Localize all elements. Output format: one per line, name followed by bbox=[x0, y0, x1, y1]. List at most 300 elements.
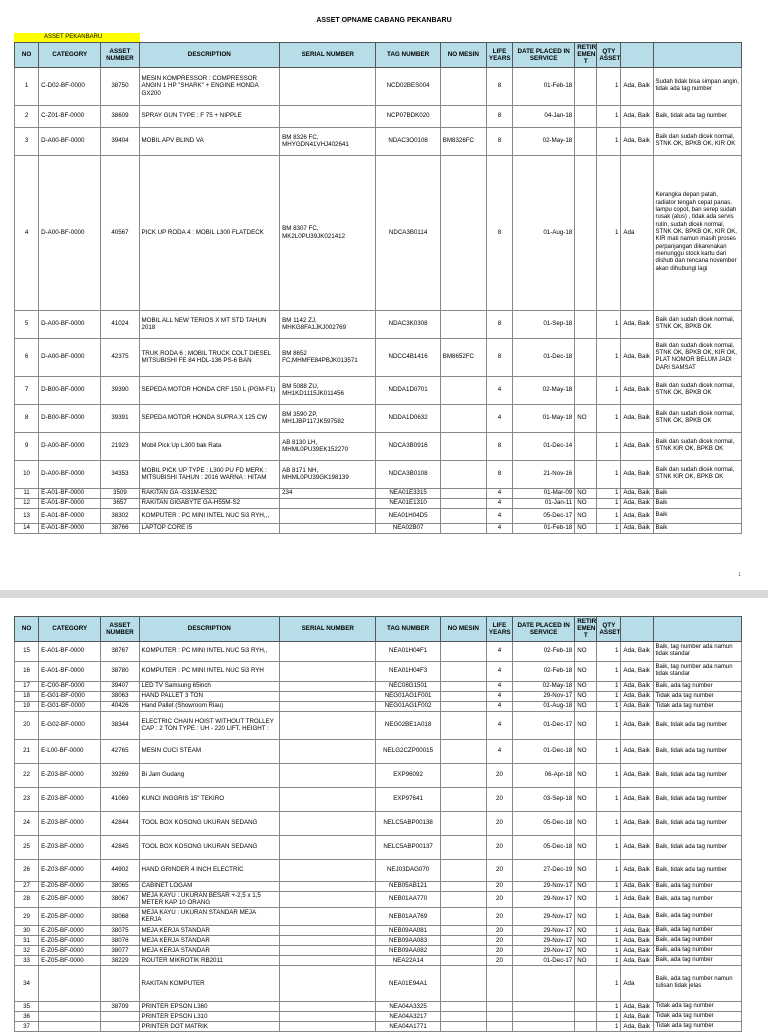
retirement-cell bbox=[575, 338, 597, 376]
no-mesin-cell bbox=[440, 763, 486, 787]
page-number: 1 bbox=[738, 572, 741, 578]
qty-cell: 1 bbox=[597, 1021, 621, 1031]
no-mesin-cell bbox=[440, 641, 486, 661]
life-years-cell: 8 bbox=[486, 338, 512, 376]
no-cell: 21 bbox=[15, 739, 39, 763]
asset-number-cell: 39391 bbox=[101, 404, 139, 432]
asset-number-cell: 42844 bbox=[101, 811, 139, 835]
category-cell: E-Z03-BF-0000 bbox=[39, 835, 101, 859]
retirement-cell: NO bbox=[575, 498, 597, 508]
date-placed-cell: 02-May-18 bbox=[513, 681, 575, 691]
life-years-cell: 20 bbox=[486, 955, 512, 965]
qty-cell: 1 bbox=[597, 681, 621, 691]
no-mesin-cell bbox=[440, 460, 486, 488]
date-placed-cell: 01-Feb-18 bbox=[513, 67, 575, 105]
serial-number-cell: 234 bbox=[280, 488, 376, 498]
category-header: CATEGORY bbox=[39, 617, 101, 642]
qty-cell: 1 bbox=[597, 835, 621, 859]
life-years-cell: 20 bbox=[486, 835, 512, 859]
category-cell: E-A01-BF-0000 bbox=[39, 641, 101, 661]
category-cell: D-A00-BF-0000 bbox=[39, 155, 101, 310]
notes-cell: Baik, tidak ada tag number bbox=[653, 787, 741, 811]
notes-header bbox=[653, 43, 741, 68]
life-years-cell: 4 bbox=[486, 711, 512, 739]
notes-cell: Baik dan sudah dicek normal, STNK KIR OK, BPKB OK bbox=[653, 460, 741, 488]
serial-number-cell bbox=[280, 935, 376, 945]
no-cell: 31 bbox=[15, 935, 39, 945]
description-cell: MOBIL APV BLIND VA bbox=[139, 127, 280, 155]
branch-label: ASSET PEKANBARU bbox=[14, 33, 140, 42]
category-cell: E-C00-BF-0000 bbox=[39, 681, 101, 691]
date-placed-cell: 03-Sep-18 bbox=[513, 787, 575, 811]
serial-number-cell bbox=[280, 523, 376, 533]
status-cell: Ada, Baik bbox=[621, 67, 653, 105]
category-cell: E-Z05-BF-0000 bbox=[39, 881, 101, 891]
qty-cell: 1 bbox=[597, 488, 621, 498]
date-placed-cell: 29-Nov-17 bbox=[513, 891, 575, 907]
serial-number-cell: BM 3590 ZP, MH1JBP117JK597582 bbox=[280, 404, 376, 432]
description-cell: KOMPUTER : PC MINI INTEL NUC 5i3 RYH,,, bbox=[139, 508, 280, 523]
no-cell: 10 bbox=[15, 460, 39, 488]
description-cell: LAPTOP CORE I5 bbox=[139, 523, 280, 533]
serial-number-cell bbox=[280, 1021, 376, 1031]
retirement-cell: NO bbox=[575, 488, 597, 498]
category-cell bbox=[39, 1001, 101, 1011]
qty-asset-header: QTY ASSET bbox=[597, 43, 621, 68]
no-cell: 34 bbox=[15, 965, 39, 1001]
category-cell: D-A00-BF-0000 bbox=[39, 432, 101, 460]
serial-number-header: SERIAL NUMBER bbox=[280, 43, 376, 68]
tag-number-header: TAG NUMBER bbox=[376, 617, 440, 642]
category-header: CATEGORY bbox=[39, 43, 101, 68]
no-mesin-cell bbox=[440, 376, 486, 404]
qty-cell: 1 bbox=[597, 376, 621, 404]
date-placed-header: DATE PLACED IN SERVICE bbox=[513, 617, 575, 642]
serial-number-cell: BM 5088 ZU, MH1KD1115JK011456 bbox=[280, 376, 376, 404]
status-cell: Ada, Baik bbox=[621, 310, 653, 338]
no-cell: 16 bbox=[15, 661, 39, 681]
table-row bbox=[15, 155, 742, 310]
tag-number-cell: NEA02B07 bbox=[376, 523, 440, 533]
serial-number-cell bbox=[280, 691, 376, 701]
qty-cell: 1 bbox=[597, 739, 621, 763]
table-row bbox=[15, 460, 742, 488]
serial-number-cell bbox=[280, 955, 376, 965]
description-cell: Hand Pallet (Showroom Riau) bbox=[139, 701, 280, 711]
status-cell: Ada, Baik bbox=[621, 835, 653, 859]
asset-number-cell: 39269 bbox=[101, 763, 139, 787]
asset-table-2 bbox=[14, 616, 742, 1032]
table-row bbox=[15, 508, 742, 523]
category-cell: E-G01-BF-0000 bbox=[39, 701, 101, 711]
retirement-cell: NO bbox=[575, 763, 597, 787]
notes-cell: Baik bbox=[653, 488, 741, 498]
table-row bbox=[15, 1011, 742, 1021]
description-cell: ROUTER MIKROTIK RB2011 bbox=[139, 955, 280, 965]
status-cell: Ada, Baik bbox=[621, 376, 653, 404]
no-mesin-cell bbox=[440, 661, 486, 681]
date-placed-cell bbox=[513, 1001, 575, 1011]
serial-number-cell bbox=[280, 498, 376, 508]
no-cell: 9 bbox=[15, 432, 39, 460]
no-cell: 1 bbox=[15, 67, 39, 105]
life-years-cell: 4 bbox=[486, 661, 512, 681]
tag-number-cell: NELG2CZP00015 bbox=[376, 739, 440, 763]
retirement-cell: NO bbox=[575, 661, 597, 681]
date-placed-cell bbox=[513, 1011, 575, 1021]
description-cell: RAKITAN GA -G31M-ES2C bbox=[139, 488, 280, 498]
no-mesin-cell bbox=[440, 508, 486, 523]
qty-cell: 1 bbox=[597, 811, 621, 835]
life-years-cell: 20 bbox=[486, 881, 512, 891]
table-row bbox=[15, 701, 742, 711]
status-cell: Ada, Baik bbox=[621, 907, 653, 925]
no-mesin-cell bbox=[440, 955, 486, 965]
asset-table-1 bbox=[14, 42, 742, 534]
description-cell: PICK UP RODA 4 : MOBIL L300 FLATDECK bbox=[139, 155, 280, 310]
asset-number-cell bbox=[101, 1011, 139, 1021]
no-cell: 27 bbox=[15, 881, 39, 891]
no-cell: 5 bbox=[15, 310, 39, 338]
status-cell: Ada, Baik bbox=[621, 1021, 653, 1031]
serial-number-cell bbox=[280, 1001, 376, 1011]
no-mesin-cell bbox=[440, 835, 486, 859]
retirement-cell: NO bbox=[575, 711, 597, 739]
life-years-cell: 20 bbox=[486, 925, 512, 935]
no-mesin-cell bbox=[440, 945, 486, 955]
description-cell: CABINET LOGAM bbox=[139, 881, 280, 891]
serial-number-cell: BM 8652 FC,MHMFE84PBJK013571 bbox=[280, 338, 376, 376]
life-years-cell: 4 bbox=[486, 641, 512, 661]
category-cell: D-B00-BF-0000 bbox=[39, 404, 101, 432]
table-row bbox=[15, 661, 742, 681]
life-years-cell: 4 bbox=[486, 739, 512, 763]
no-mesin-cell bbox=[440, 907, 486, 925]
tag-number-cell: NDAC3O0108 bbox=[376, 127, 440, 155]
serial-number-cell bbox=[280, 1011, 376, 1021]
qty-cell: 1 bbox=[597, 763, 621, 787]
status-cell: Ada, Baik bbox=[621, 523, 653, 533]
qty-cell: 1 bbox=[597, 787, 621, 811]
description-cell: ELECTRIC CHAIN HOIST WITHOUT TROLLEY CAP : 2 TON TYPE : UH - 220 LIFT. HEIGHT : bbox=[139, 711, 280, 739]
no-mesin-cell bbox=[440, 432, 486, 460]
no-cell: 15 bbox=[15, 641, 39, 661]
description-cell: KOMPUTER : PC MINI INTEL NUC 5i3 RYH bbox=[139, 661, 280, 681]
serial-number-cell bbox=[280, 965, 376, 1001]
no-mesin-cell bbox=[440, 488, 486, 498]
status-cell: Ada, Baik bbox=[621, 338, 653, 376]
category-cell: D-A00-BF-0000 bbox=[39, 338, 101, 376]
no-mesin-cell bbox=[440, 935, 486, 945]
category-cell: E-Z03-BF-0000 bbox=[39, 859, 101, 881]
qty-cell: 1 bbox=[597, 523, 621, 533]
status-cell: Ada, Baik bbox=[621, 739, 653, 763]
life-years-cell: 4 bbox=[486, 681, 512, 691]
qty-cell: 1 bbox=[597, 460, 621, 488]
no-mesin-cell bbox=[440, 965, 486, 1001]
notes-cell: Baik dan sudah dicek normal, STNK KIR OK, BPKB OK bbox=[653, 432, 741, 460]
status-cell: Ada, Baik bbox=[621, 1001, 653, 1011]
asset-number-cell: 39404 bbox=[101, 127, 139, 155]
asset-number-cell: 42765 bbox=[101, 739, 139, 763]
life-years-cell: 8 bbox=[486, 460, 512, 488]
category-cell: C-Z01-BF-0000 bbox=[39, 105, 101, 127]
description-cell: TOOL BOX KOSONG UKURAN SEDANG bbox=[139, 835, 280, 859]
retirement-cell: NO bbox=[575, 881, 597, 891]
retirement-cell: NO bbox=[575, 859, 597, 881]
category-cell: E-Z05-BF-0000 bbox=[39, 935, 101, 945]
life-years-cell: 8 bbox=[486, 127, 512, 155]
category-cell: E-Z05-BF-0000 bbox=[39, 925, 101, 935]
status-cell: Ada, Baik bbox=[621, 1011, 653, 1021]
no-mesin-cell bbox=[440, 739, 486, 763]
no-cell: 12 bbox=[15, 498, 39, 508]
table-row bbox=[15, 498, 742, 508]
no-cell: 26 bbox=[15, 859, 39, 881]
table-row bbox=[15, 310, 742, 338]
notes-cell: Baik, tidak ada tag number bbox=[653, 811, 741, 835]
no-mesin-cell bbox=[440, 67, 486, 105]
date-placed-cell bbox=[513, 965, 575, 1001]
no-mesin-cell bbox=[440, 925, 486, 935]
no-mesin-cell bbox=[440, 1001, 486, 1011]
category-cell: E-Z05-BF-0000 bbox=[39, 891, 101, 907]
description-cell: KOMPUTER : PC MINI INTEL NUC 5i3 RYH,, bbox=[139, 641, 280, 661]
no-mesin-cell bbox=[440, 404, 486, 432]
table-row bbox=[15, 881, 742, 891]
life-years-cell bbox=[486, 965, 512, 1001]
retirement-cell bbox=[575, 965, 597, 1001]
qty-cell: 1 bbox=[597, 1011, 621, 1021]
asset-number-cell: 38077 bbox=[101, 945, 139, 955]
date-placed-cell: 06-Apr-18 bbox=[513, 763, 575, 787]
table-row bbox=[15, 711, 742, 739]
date-placed-cell: 01-Mar-09 bbox=[513, 488, 575, 498]
asset-number-cell: 39407 bbox=[101, 681, 139, 691]
retirement-cell bbox=[575, 1021, 597, 1031]
life-years-cell: 20 bbox=[486, 907, 512, 925]
no-cell: 19 bbox=[15, 701, 39, 711]
status-cell: Ada, Baik bbox=[621, 787, 653, 811]
table-row bbox=[15, 955, 742, 965]
date-placed-cell: 29-Nov-17 bbox=[513, 935, 575, 945]
life-years-cell: 8 bbox=[486, 105, 512, 127]
retirement-cell: NO bbox=[575, 925, 597, 935]
qty-cell: 1 bbox=[597, 891, 621, 907]
table-row bbox=[15, 925, 742, 935]
category-cell: D-B00-BF-0000 bbox=[39, 376, 101, 404]
status-cell: Ada, Baik bbox=[621, 641, 653, 661]
life-years-cell bbox=[486, 1011, 512, 1021]
asset-number-cell: 40567 bbox=[101, 155, 139, 310]
notes-cell: Baik, ada tag number bbox=[653, 945, 741, 955]
retirement-cell bbox=[575, 67, 597, 105]
no-mesin-cell bbox=[440, 787, 486, 811]
life-years-cell: 4 bbox=[486, 498, 512, 508]
retirement-cell: NO bbox=[575, 945, 597, 955]
retirement-cell bbox=[575, 1001, 597, 1011]
asset-number-header: ASSET NUMBER bbox=[101, 617, 139, 642]
description-cell: LED TV Samsung 65inch bbox=[139, 681, 280, 691]
serial-number-cell bbox=[280, 835, 376, 859]
serial-number-cell bbox=[280, 681, 376, 691]
date-placed-cell: 01-Dec-14 bbox=[513, 432, 575, 460]
table-row bbox=[15, 338, 742, 376]
asset-number-cell: 40426 bbox=[101, 701, 139, 711]
table-row bbox=[15, 763, 742, 787]
retirement-cell: NO bbox=[575, 508, 597, 523]
no-cell: 8 bbox=[15, 404, 39, 432]
no-cell: 7 bbox=[15, 376, 39, 404]
notes-cell: Baik bbox=[653, 498, 741, 508]
description-cell: MOBIL PICK UP TYPE : L300 PU FD MERK : MITSUBISHI TAHUN : 2016 WARNA : HITAM bbox=[139, 460, 280, 488]
description-cell: MEJA KAYU : UKURAN BESAR +-2,5 x 1,5 METER KAP 10 ORANG bbox=[139, 891, 280, 907]
category-cell: E-Z05-BF-0000 bbox=[39, 945, 101, 955]
life-years-cell: 8 bbox=[486, 310, 512, 338]
status-cell: Ada, Baik bbox=[621, 925, 653, 935]
status-cell: Ada, Baik bbox=[621, 661, 653, 681]
retirement-cell: NO bbox=[575, 955, 597, 965]
tag-number-cell: NEB01AA770 bbox=[376, 891, 440, 907]
tag-number-cell: NEG02BE1A018 bbox=[376, 711, 440, 739]
notes-cell: Kerangka depan patah, radiator tengah cepat panas, lampu copot, ban serep sudah rusak (alus) , tidak ada servis rutin, sudah dicek normal, STNK OK, BPKB OK, KIR OK, KIR mati namun masih proses perpanjangan dikarenakan menunggu stock kartu dari dishub dan rencana november akan dihubungi lagi bbox=[653, 155, 741, 310]
table-row bbox=[15, 432, 742, 460]
asset-number-cell: 38063 bbox=[101, 691, 139, 701]
qty-cell: 1 bbox=[597, 711, 621, 739]
life-years-cell: 8 bbox=[486, 432, 512, 460]
date-placed-cell: 01-May-18 bbox=[513, 404, 575, 432]
no-cell: 4 bbox=[15, 155, 39, 310]
no-cell: 23 bbox=[15, 787, 39, 811]
tag-number-cell: NEA01E94A1 bbox=[376, 965, 440, 1001]
life-years-header: LIFE YEARS bbox=[486, 617, 512, 642]
notes-cell: Baik dan sudah dicek normal, STNK OK, BPKB OK bbox=[653, 310, 741, 338]
status-cell: Ada, Baik bbox=[621, 432, 653, 460]
date-placed-cell: 01-Sep-18 bbox=[513, 310, 575, 338]
notes-cell: Baik, tidak ada tag number bbox=[653, 711, 741, 739]
status-cell: Ada bbox=[621, 155, 653, 310]
description-cell: RAKITAN KOMPUTER bbox=[139, 965, 280, 1001]
asset-number-cell: 38750 bbox=[101, 67, 139, 105]
asset-number-cell: 21923 bbox=[101, 432, 139, 460]
retirement-cell bbox=[575, 310, 597, 338]
no-cell: 22 bbox=[15, 763, 39, 787]
no-cell: 24 bbox=[15, 811, 39, 835]
description-cell: HAND GRINDER 4 INCH ELECTRIC bbox=[139, 859, 280, 881]
description-cell: HAND PALLET 3 TON bbox=[139, 691, 280, 701]
tag-number-cell: NEB09AA082 bbox=[376, 945, 440, 955]
qty-cell: 1 bbox=[597, 701, 621, 711]
tag-number-cell: NELC5ABP00138 bbox=[376, 811, 440, 835]
description-cell: SEPEDA MOTOR HONDA CRF 150 L (PGM-F1) bbox=[139, 376, 280, 404]
date-placed-cell: 04-Jan-18 bbox=[513, 105, 575, 127]
notes-cell: Baik, tag number ada namun tidak standar bbox=[653, 641, 741, 661]
category-cell: E-A01-BF-0000 bbox=[39, 488, 101, 498]
qty-cell: 1 bbox=[597, 935, 621, 945]
category-cell: D-A00-BF-0000 bbox=[39, 127, 101, 155]
qty-cell: 1 bbox=[597, 508, 621, 523]
no-mesin-cell bbox=[440, 859, 486, 881]
life-years-cell: 8 bbox=[486, 67, 512, 105]
table-row bbox=[15, 859, 742, 881]
asset-number-cell: 38609 bbox=[101, 105, 139, 127]
table-row bbox=[15, 1001, 742, 1011]
tag-number-cell: NEA01H04F3 bbox=[376, 661, 440, 681]
description-cell: RAKITAN GIGABYTE GA-H55M-S2 bbox=[139, 498, 280, 508]
asset-number-cell: 34353 bbox=[101, 460, 139, 488]
no-mesin-cell bbox=[440, 891, 486, 907]
qty-cell: 1 bbox=[597, 105, 621, 127]
asset-number-cell: 3657 bbox=[101, 498, 139, 508]
description-cell: Bi Jam Gudang bbox=[139, 763, 280, 787]
serial-number-cell bbox=[280, 859, 376, 881]
no-mesin-cell bbox=[440, 681, 486, 691]
no-cell: 6 bbox=[15, 338, 39, 376]
category-cell: E-Z03-BF-0000 bbox=[39, 763, 101, 787]
asset-number-cell: 38068 bbox=[101, 907, 139, 925]
asset-number-cell: 38229 bbox=[101, 955, 139, 965]
notes-cell: Sudah tidak bisa simpan angin, tidak ada tag number bbox=[653, 67, 741, 105]
table-row bbox=[15, 811, 742, 835]
date-placed-cell: 27-Dec-19 bbox=[513, 859, 575, 881]
qty-asset-header: QTY ASSET bbox=[597, 617, 621, 642]
tag-number-cell: NDCA3B0114 bbox=[376, 155, 440, 310]
serial-number-cell: BM 8326 FC, MHYGDN41VHJ402641 bbox=[280, 127, 376, 155]
date-placed-cell: 29-Nov-17 bbox=[513, 945, 575, 955]
notes-cell: Baik, tidak ada tag number bbox=[653, 859, 741, 881]
date-placed-cell: 01-Jan-11 bbox=[513, 498, 575, 508]
asset-number-cell: 38076 bbox=[101, 935, 139, 945]
retirement-cell bbox=[575, 1011, 597, 1021]
asset-number-cell: 42845 bbox=[101, 835, 139, 859]
description-cell: SPRAY GUN TYPE : F 75 + NIPPLE bbox=[139, 105, 280, 127]
date-placed-cell: 29-Nov-17 bbox=[513, 907, 575, 925]
tag-number-cell: NEA04A3325 bbox=[376, 1001, 440, 1011]
tag-number-cell: NCD02BES004 bbox=[376, 67, 440, 105]
no-cell: 32 bbox=[15, 945, 39, 955]
serial-number-cell bbox=[280, 701, 376, 711]
description-cell: TOOL BOX KOSONG UKURAN SEDANG bbox=[139, 811, 280, 835]
qty-cell: 1 bbox=[597, 641, 621, 661]
retirement-cell bbox=[575, 127, 597, 155]
tag-number-cell: NEG01AG1F001 bbox=[376, 691, 440, 701]
notes-cell: Baik dan sudah dicek normal, STNK OK, BPKB OK, KIR OK, PLAT NOMOR BELUM JADI DARI SAMSAT bbox=[653, 338, 741, 376]
table-row bbox=[15, 787, 742, 811]
no-cell: 30 bbox=[15, 925, 39, 935]
no-cell: 37 bbox=[15, 1021, 39, 1031]
serial-number-cell: AB 8130 LH, MHML0PU39EK152270 bbox=[280, 432, 376, 460]
serial-number-cell bbox=[280, 763, 376, 787]
status-cell: Ada, Baik bbox=[621, 127, 653, 155]
table-row bbox=[15, 691, 742, 701]
tag-number-cell: NEA01E3315 bbox=[376, 488, 440, 498]
no-cell: 11 bbox=[15, 488, 39, 498]
tag-number-cell: NEG01AG1F002 bbox=[376, 701, 440, 711]
qty-cell: 1 bbox=[597, 955, 621, 965]
tag-number-cell: NDDA1D0632 bbox=[376, 404, 440, 432]
tag-number-cell: NEA01E1310 bbox=[376, 498, 440, 508]
description-cell: MOBIL ALL NEW TERIOS X MT STD TAHUN 2018 bbox=[139, 310, 280, 338]
category-cell bbox=[39, 965, 101, 1001]
status-header bbox=[621, 617, 653, 642]
category-cell: E-A01-BF-0000 bbox=[39, 508, 101, 523]
date-placed-cell: 05-Dec-18 bbox=[513, 811, 575, 835]
notes-cell: Tidak ada tag number bbox=[653, 701, 741, 711]
life-years-cell: 20 bbox=[486, 859, 512, 881]
asset-number-cell: 38766 bbox=[101, 523, 139, 533]
asset-number-cell: 38767 bbox=[101, 641, 139, 661]
status-cell: Ada, Baik bbox=[621, 945, 653, 955]
